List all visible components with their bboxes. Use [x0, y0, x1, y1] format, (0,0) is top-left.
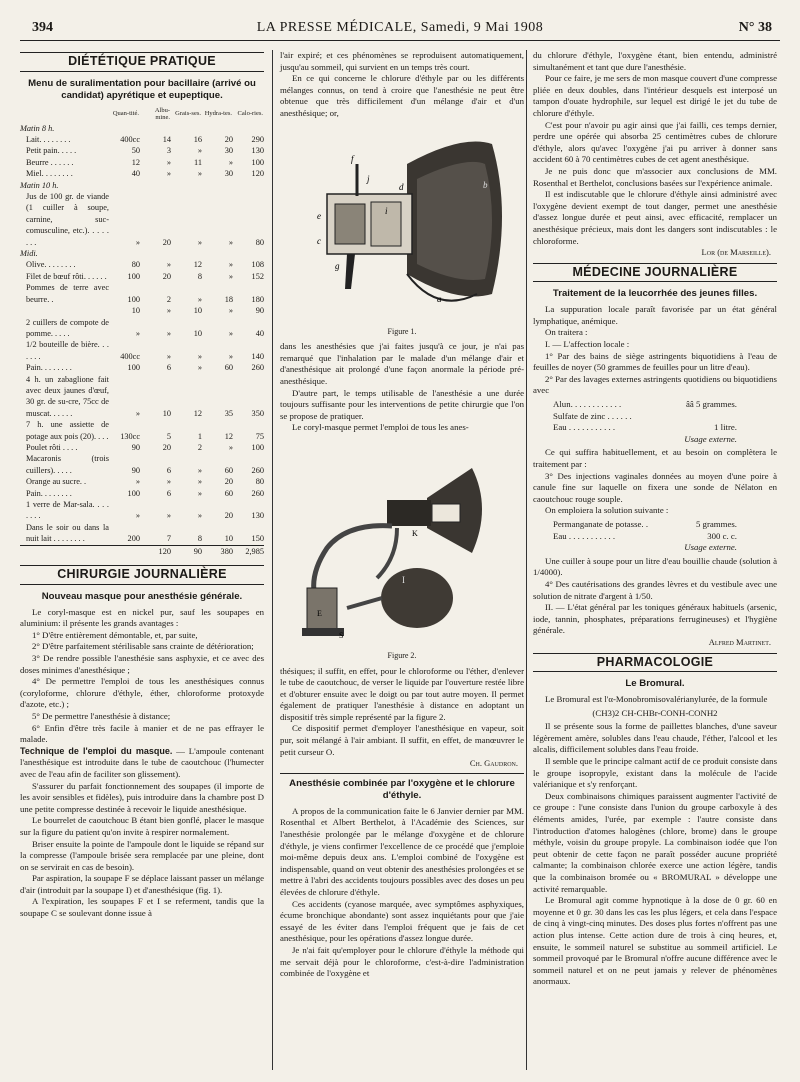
figure-label: E: [317, 608, 322, 618]
paragraph: En ce qui concerne le chlorure d'éthyle par ou les différents mélanges connus, on tend à croire que l'anesthésie ne peut être obtenue que très difficilement d'un mélange d'air et d'un anesthésique; or,: [280, 73, 524, 118]
nutrient-value: 260: [251, 488, 264, 498]
rx-ingredient: Sulfate de zinc . . . . . .: [553, 410, 632, 421]
figure-label: a: [437, 293, 442, 304]
figure-2: [280, 438, 524, 662]
nutrient-value: »: [166, 306, 171, 316]
nutrient-value: 150: [251, 534, 264, 544]
nutrient-value: 35: [224, 408, 233, 418]
diet-table: [20, 106, 264, 557]
mask-cutaway-illustration: [287, 124, 517, 324]
nutrient-value: 8: [197, 534, 202, 544]
rx-ingredient: Permanganate de potasse. .: [553, 518, 649, 529]
table-row: [20, 419, 264, 442]
nutrient-value: »: [135, 477, 140, 487]
nutrient-value: 80: [255, 237, 264, 247]
food-label: 2 cuillers de compote de pomme. . . . .: [26, 317, 109, 338]
section-heading-medecine: MÉDECINE JOURNALIÈRE: [533, 263, 777, 283]
nutrient-value: 90: [131, 465, 140, 475]
figure-label: b: [483, 179, 488, 190]
nutrient-value: 400cc: [120, 135, 140, 144]
nutrient-value: 380: [202, 545, 233, 557]
paragraph: C'est pour n'avoir pu agir ainsi que j'ai failli, ces temps dernier, perdre une opérée qui absorba 25 centimètres cubes de chlorure d'éthyle, alors qu'avec l'oxygène j'ai pu arriver à donner sans accident 60 à 70 centimètres cubes de cet agent anesthésique.: [533, 119, 777, 165]
figure-label: d: [399, 181, 404, 192]
nutrient-value: 12: [224, 431, 233, 441]
nutrient-value: 20: [224, 477, 233, 487]
table-row: [20, 453, 264, 476]
nutrient-value: 8: [197, 271, 202, 281]
food-label: Pain. . . . . . . .: [26, 363, 72, 373]
nutrient-value: »: [166, 511, 171, 521]
food-label: Lait. . . . . . . .: [26, 135, 71, 144]
table-row: [20, 191, 264, 248]
figure-label: i: [385, 205, 388, 216]
nutrient-value: 260: [251, 363, 264, 373]
table-row: [20, 522, 264, 545]
author-signature: Alfred Martinet.: [708, 636, 771, 647]
food-label: Jus de 100 gr. de viande (1 cuiller à soupe, carnine, suc-comusculine, etc.). . . . . . . .: [26, 192, 109, 247]
food-label: 1/2 bouteille de bière. . . . . . .: [26, 340, 109, 361]
table-row: [20, 488, 264, 499]
article-title-leucorrhee: Traitement de la leucorrhée des jeunes filles.: [552, 288, 758, 300]
paragraph: Le coryl-masque est en nickel pur, sauf les soupapes en aluminium: il présente les grands avantages :: [20, 606, 264, 629]
paragraph: Je ne puis donc que m'associer aux conclusions de MM. Rosenthal et Berthelot, conclusions basées sur l'expérience animale.: [533, 165, 777, 188]
nutrient-value: 400cc: [120, 351, 140, 361]
nutrient-value: 180: [251, 294, 264, 304]
paragraph: dans les anesthésies que j'ai faites jusqu'à ce jour, je n'ai pas remarqué que l'inhalation par le malade d'un mélange d'air et d'anesthésique ait prolongé d'une façon anormale la période pré-anesthésique.: [280, 341, 524, 386]
nutrient-value: 20: [162, 442, 171, 452]
chemical-formula: (CH3)2 CH-CHBr-CONH-CONH2: [592, 707, 718, 718]
table-row: [20, 499, 264, 522]
section-heading-dietetique: DIÉTÉTIQUE PRATIQUE: [20, 52, 264, 72]
nutrient-value: 2,985: [233, 545, 264, 557]
nutrient-value: 152: [251, 271, 264, 281]
nutrient-value: 20: [224, 511, 233, 521]
nutrient-value: »: [197, 237, 202, 247]
nutrient-value: 75: [255, 431, 264, 441]
nutrient-value: »: [135, 237, 140, 247]
prescription-1: [553, 399, 777, 445]
section-heading-pharmacologie: PHARMACOLOGIE: [533, 653, 777, 673]
page-header: [20, 20, 780, 41]
nutrient-value: »: [135, 328, 140, 338]
article-title-oxygene: Anesthésie combinée par l'oxygène et le chlorure d'éthyle.: [289, 777, 515, 801]
food-label: Matin 10 h.: [20, 180, 59, 190]
paragraph: 4° Des cautérisations des grandes lèvres et du vestibule avec une solution de nitrate d'argent à 1/50.: [533, 578, 777, 601]
nutrient-value: 6: [166, 363, 171, 373]
table-row: [20, 157, 264, 168]
nutrient-value: 20: [224, 135, 233, 144]
table-row: [20, 271, 264, 282]
food-label: Dans le soir ou dans la nuit lait . . . . . . . .: [26, 522, 109, 544]
col-header: Hydra-tes.: [204, 110, 232, 118]
nutrient-value: 100: [251, 157, 264, 167]
nutrient-value: »: [197, 146, 202, 156]
nutrient-value: 12: [193, 260, 202, 270]
nutrient-value: 60: [224, 488, 233, 498]
paragraph: Il semble que le principe calmant actif de ce produit consiste dans le groupe isopropyle, existant dans la molécule de l'acide valérianique et s'y renforçant.: [533, 756, 777, 790]
distance-anesthesia-device-illustration: [287, 438, 517, 648]
author-signature: Lor (de Marseille).: [701, 247, 771, 258]
table-row: [20, 476, 264, 487]
paragraph: Pour ce faire, je me sers de mon masque couvert d'une compresse pliée en deux doubles, dans l'intérieur desquels est interposé un tampon d'ouate hydrophile, sur lequel est dirigé le jet du tube de chlorure d'éthyle.: [533, 73, 777, 118]
nutrient-value: 90: [131, 442, 140, 452]
paragraph: La suppuration locale paraît favorisée par un état général lymphatique, anémique.: [533, 304, 777, 326]
column-3: [533, 50, 777, 988]
nutrient-value: [109, 545, 140, 557]
nutrient-value: 350: [251, 408, 264, 418]
nutrient-value: »: [166, 169, 171, 179]
col-header: Calo-ries.: [237, 110, 263, 118]
paragraph: 3° Des injections vaginales données au moyen d'une poire à canule fine sur laquelle on fixera une sonde de Nélaton en caoutchouc rouge souple.: [533, 470, 777, 504]
table-row: [20, 374, 264, 420]
paragraph: D'autre part, le temps utilisable de l'anesthésie a une durée toujours suffisante pour les interventions de petite chirurgie que l'on se propose de pratiquer.: [280, 387, 524, 421]
paragraph: — L'ampoule contenant l'anesthésique est introduite dans le tube de caoutchouc (l'humecter avec de l'eau afin de faciliter son glissement).: [20, 745, 264, 779]
paragraph: Le coryl-masque permet l'emploi de tous les anes-: [292, 422, 469, 433]
food-label: 4 h. un zabaglione fait avec deux jaunes d'œuf, 30 gr. de su-cre, 75cc de muscat. . . . . .: [26, 374, 109, 418]
figure-label: K: [412, 528, 418, 538]
nutrient-value: »: [228, 306, 233, 316]
nutrient-value: »: [166, 328, 171, 338]
list-item: 6° Enfin d'être très facile à manier et de ne pas effrayer le malade.: [20, 722, 264, 745]
nutrient-value: »: [228, 442, 233, 452]
food-label: Beurre . . . . . .: [26, 157, 74, 167]
nutrient-value: »: [197, 465, 202, 475]
food-label: Pain. . . . . . . .: [26, 488, 72, 498]
nutrient-value: 6: [166, 465, 171, 475]
paragraph: du chlorure d'éthyle, l'oxygène étant, bien entendu, administré simultanément et tant que dure l'anesthésie.: [533, 50, 777, 72]
total-row: [20, 545, 264, 557]
nutrient-value: 3: [166, 146, 171, 156]
nutrient-value: 10: [193, 306, 202, 316]
nutrient-value: 7: [166, 534, 171, 544]
paragraph: Il est indiscutable que le chlorure d'éthyle ainsi administré avec l'oxygène devient exempt de tout danger, permet une anesthésie d'assez longue durée et peut ainsi, avec efficacité, remplacer un anesthésique précieux, mais dont les dangers sont indiscutables : le chloroforme.: [533, 189, 777, 246]
paragraph: 2° Par des lavages externes astringents quotidiens ou biquotidiens avec: [533, 373, 777, 396]
food-label: Midi.: [20, 249, 38, 259]
food-label: Matin 8 h.: [20, 123, 55, 133]
nutrient-value: 16: [193, 135, 202, 144]
nutrient-value: 12: [131, 157, 140, 167]
author-signature: Ch. Gaudron.: [469, 758, 518, 769]
nutrient-value: »: [228, 237, 233, 247]
nutrient-value: »: [166, 260, 171, 270]
nutrient-value: »: [197, 477, 202, 487]
nutrient-value: 10: [193, 328, 202, 338]
prescription-2: [553, 519, 777, 554]
nutrient-value: 10: [162, 408, 171, 418]
nutrient-value: »: [197, 363, 202, 373]
nutrient-value: 80: [131, 260, 140, 270]
nutrient-value: 14: [162, 135, 171, 144]
food-label: Filet de bœuf rôti. . . . . .: [26, 271, 107, 281]
nutrient-value: »: [135, 511, 140, 521]
figure-label: j: [367, 173, 370, 184]
column-divider: [526, 50, 527, 1070]
nutrient-value: 40: [255, 328, 264, 338]
col-header: Albu-mine.: [154, 106, 170, 121]
paragraph: Une cuiller à soupe pour un litre d'eau bouillie chaude (solution à 1/4000).: [533, 555, 777, 578]
figure-caption: Figure 1.: [387, 326, 417, 336]
issue-number: N° 38: [738, 20, 772, 35]
rx-ingredient: Eau . . . . . . . . . . .: [553, 530, 616, 541]
nutrient-value: 60: [224, 465, 233, 475]
nutrient-value: 20: [162, 271, 171, 281]
list-item: 3° De rendre possible l'anesthésie sans asphyxie, et ce avec des doses minimes d'anesthésique ;: [20, 653, 264, 675]
figure-label: f: [351, 153, 354, 164]
paragraph: On emploiera la solution suivante :: [545, 505, 669, 516]
column-2: [280, 50, 524, 980]
paragraph: Le Bromural est l'α-Monobromisovalérianylurée, de la formule: [545, 694, 768, 705]
nutrient-value: 60: [224, 363, 233, 373]
nutrient-value: 130cc: [120, 431, 140, 441]
nutrient-value: 10: [131, 306, 140, 316]
table-row: [20, 282, 264, 305]
figure-label: I: [402, 574, 405, 585]
nutrient-value: »: [166, 477, 171, 487]
paragraph: 1° Par des bains de siège astringents biquotidiens à l'eau de feuilles de noyer (50 grammes de feuilles pour un litre d'eau).: [533, 350, 777, 373]
nutrient-value: 50: [131, 146, 140, 156]
food-label: [20, 305, 109, 316]
nutrient-value: 30: [224, 146, 233, 156]
paragraph: Ce qui suffira habituellement, et au besoin on complètera le traitement par :: [533, 447, 777, 469]
nutrient-value: »: [228, 271, 233, 281]
rx-ingredient: Eau . . . . . . . . . . .: [553, 422, 616, 433]
table-row: [20, 259, 264, 270]
paragraph: II. — L'état général par les toniques généraux habituels (arsenic, iode, tannin, phosphates, préparations ferrugineuses) et l'hygiène générale.: [533, 602, 777, 636]
food-label: Macaronis (trois cuillers). . . . .: [26, 454, 109, 475]
nutrient-value: 100: [127, 294, 140, 304]
table-row: [20, 305, 264, 316]
table-row: [20, 362, 264, 373]
nutrient-value: 108: [251, 260, 264, 270]
paragraph: l'air expiré; et ces phénomènes se reproduisent automatiquement, jusqu'au sommeil, qui survient en un temps très court.: [280, 50, 524, 72]
list-item: 5° De permettre l'anesthésie à distance;: [32, 710, 171, 721]
paragraph: On traitera :: [545, 327, 588, 338]
figure-1: [280, 124, 524, 338]
table-row: [20, 317, 264, 340]
diet-table-body: [20, 123, 264, 557]
nutrient-value: »: [228, 157, 233, 167]
nutrient-value: 12: [193, 408, 202, 418]
nutrient-value: »: [197, 511, 202, 521]
food-label: Petit pain. . . . .: [26, 146, 77, 156]
meal-heading-row: [20, 180, 264, 191]
nutrient-value: 2: [166, 294, 171, 304]
rx-dose: 5 grammes.: [695, 518, 737, 529]
nutrient-value: 200: [127, 534, 140, 544]
paragraph: Le Bromural agit comme hypnotique à la dose de 0 gr. 60 en moyenne et 0 gr. 30 dans les cas les plus légers, et cela dans l'espace de cinq à vingt-cinq minutes. Des doses plus fortes n'offrent pas une action plus intense. Cette action dure de trois à cinq heures, et, ensuite, le sommeil naturel se substitue au sommeil artificiel. Le sommeil provoqué par le Bromural n'offre aucune différence avec le sommeil naturel et on ne peut jamais y relever de phénomènes anormaux.: [533, 895, 777, 987]
nutrient-value: »: [197, 294, 202, 304]
nutrient-value: 290: [251, 135, 264, 144]
paragraph: Le bourrelet de caoutchouc B étant bien gonflé, placer le masque sur la figure du patient qu'on invite à respirer normalement.: [20, 815, 264, 837]
paragraph: Il se présente sous la forme de paillettes blanches, d'une saveur légèrement amère, solubles dans l'eau chaude, l'éther, l'alcool et les alcalis, difficilement solubles dans l'eau froide.: [533, 721, 777, 755]
masthead-title: LA PRESSE MÉDICALE, Samedi, 9 Mai 1908: [256, 20, 544, 35]
paragraph: Je n'ai fait qu'employer pour le chlorure d'éthyle la méthode qui me servait déjà pour le chloroforme, c'est-à-dire l'administration combinée de l'oxygène et: [280, 944, 524, 979]
food-label: Miel. . . . . . . .: [26, 169, 73, 179]
meal-heading-row: [20, 248, 264, 259]
list-item: 2° D'être parfaitement stérilisable sans crainte de détérioration;: [32, 641, 254, 652]
paragraph: Deux combinaisons chimiques paraissent augmenter l'activité de ce groupe : l'une consiste dans l'union du groupe carboxyle à des éléments amides, l'urée, par exemple : l'autre consiste dans l'introduction d'atomes halogènes (chlore, brome) dans le groupe méthyle, voisin du groupe propyle. La combinaison iodée que l'on peut obtenir de cette façon ne paraît posséder aucune propriété calmante; la combinaison chlorée exerce une action légère, tandis que la combinaison bromée ou « BROMURAL » développe une activité remarquable.: [533, 790, 777, 894]
nutrient-value: 18: [224, 294, 233, 304]
paragraph: S'assurer du parfait fonctionnement des soupapes (il importe de les avoir sensibles et fidèles), puis introduire dans la chambre post D une petite compresse destinée à recevoir le liquide anesthésique.: [20, 780, 264, 814]
food-label: 7 h. une assiette de potage aux pois (20). . . .: [26, 420, 109, 441]
nutrient-value: »: [197, 351, 202, 361]
nutrient-value: 30: [224, 169, 233, 179]
nutrient-value: »: [166, 351, 171, 361]
subheading: I. — L'affection locale :: [545, 339, 630, 350]
nutrient-value: 11: [194, 157, 202, 167]
figure-caption: Figure 2.: [387, 650, 417, 660]
paragraph: Ce dispositif permet d'employer l'anesthésique en vapeur, soit pur, soit mélangé à l'air ambiant. Il suffit, en effet, de manœuvrer le petit curseur O.: [280, 723, 524, 757]
table-row: [20, 134, 264, 145]
table-row: [20, 145, 264, 156]
food-label: [20, 545, 109, 557]
figure-label: S: [339, 630, 344, 640]
nutrient-value: »: [166, 157, 171, 167]
nutrient-value: 100: [251, 442, 264, 452]
nutrient-value: 40: [131, 169, 140, 179]
nutrient-value: 2: [197, 442, 202, 452]
usage-note: Usage externe.: [684, 433, 737, 444]
food-label: Poulet rôti . . . .: [26, 442, 78, 452]
rx-dose: ââ 5 grammes.: [685, 399, 737, 410]
paragraph: Briser ensuite la pointe de l'ampoule dont le liquide se répand sur la compresse (l'ampoule brisée sera remplacée par une pleine, dont on se servirait en cas de besoin).: [20, 838, 264, 872]
nutrient-value: 100: [127, 271, 140, 281]
nutrient-value: 100: [127, 488, 140, 498]
divider: [280, 773, 524, 774]
nutrient-value: 120: [251, 169, 264, 179]
figure-label: g: [335, 260, 340, 271]
col-header: Grais-ses.: [175, 110, 201, 118]
nutrient-value: 6: [166, 488, 171, 498]
paragraph: A propos de la communication faite le 6 Janvier dernier par MM. Rosenthal et Albert Berthelot, à l'Académie des Sciences, sur l'anesthésie prolongée par le mélange d'oxygène et de chlorure d'éthyle, je viens confirmer l'excellence de ce procédé que j'emploie moi-même depuis deux ans. L'emploi combiné de l'oxygène est indispensable, quand on veut obtenir des anesthésies prolongées et se mettre à l'abri des accidents toujours possibles avec des doses un peu élevées de chlorure d'éthyle.: [280, 805, 524, 897]
nutrient-value: 260: [251, 465, 264, 475]
section-heading-chirurgie: CHIRURGIE JOURNALIÈRE: [20, 565, 264, 585]
rx-dose: 300 c. c.: [707, 530, 737, 541]
table-row: [20, 339, 264, 362]
nutrient-value: »: [228, 351, 233, 361]
nutrient-value: »: [228, 328, 233, 338]
column-1: [20, 50, 264, 920]
nutrient-value: »: [228, 260, 233, 270]
nutrient-value: 80: [255, 477, 264, 487]
food-label: Pommes de terre avec beurre. .: [26, 283, 109, 304]
paragraph: thésiques; il suffit, en effet, pour le chloroforme ou l'éther, d'enlever le tube de caoutchouc, de verser le liquide par l'ouverture restée libre et d'obturer ensuite avec le doigt ou par tout autre moyen. Il permet également de pratiquer l'anesthésie à distance en adoptant un dispositif très simple représenté par la figure 2.: [280, 665, 524, 722]
paragraph: Ces accidents (cyanose marquée, avec symptômes asphyxiques, écume bronchique abondante) sont assez inquiétants pour que j'aie essayé de les éviter dans l'emploi fréquent que je fais de cet anesthésique, pour les opérations d'assez longue durée.: [280, 898, 524, 944]
nutrient-value: 10: [224, 534, 233, 544]
nutrient-value: 100: [127, 363, 140, 373]
nutrient-value: 120: [140, 545, 171, 557]
figure-label: c: [317, 235, 321, 246]
usage-note: Usage externe.: [684, 542, 737, 553]
nutrient-value: 20: [162, 237, 171, 247]
article-title-bromural: Le Bromural.: [625, 678, 685, 690]
nutrient-value: »: [135, 408, 140, 418]
technique-heading: Technique de l'emploi du masque.: [20, 745, 173, 756]
nutrient-value: 140: [251, 351, 264, 361]
page-number: 394: [32, 20, 53, 35]
rx-ingredient: Alun. . . . . . . . . . . .: [553, 399, 622, 410]
rx-dose: 1 litre.: [714, 422, 737, 433]
nutrient-value: 130: [251, 511, 264, 521]
menu-title: Menu de suralimentation pour bacillaire (arrivé ou candidat) apyrétique et eupeptique.: [28, 77, 256, 101]
nutrient-value: 90: [255, 306, 264, 316]
table-row: [20, 442, 264, 453]
paragraph: Par aspiration, la soupape F se déplace laissant passer un mélange d'air (introduit par la soupape I) et d'anesthésique (fig. 1).: [20, 873, 264, 895]
table-row: [20, 168, 264, 179]
nutrient-value: 1: [197, 431, 202, 441]
meal-heading-row: [20, 123, 264, 134]
col-header: Quan-tité.: [112, 110, 139, 118]
list-item: 1° D'être entièrement démontable, et, par suite,: [32, 629, 198, 640]
nutrient-value: 90: [171, 545, 202, 557]
list-item: 4° De permettre l'emploi de tous les anesthésiques connus (coryloforme, chlorure d'éthyle, éther, chloroforme protoxyde d'azote, etc.) ;: [20, 676, 264, 710]
nutrient-value: »: [197, 488, 202, 498]
nutrient-value: 5: [166, 431, 171, 441]
nutrient-value: 130: [251, 146, 264, 156]
paragraph: A l'expiration, les soupapes F et I se referment, tandis que la soupape C se soulevant donne issue à: [20, 896, 264, 919]
food-label: 1 verre de Mar-sala. . . . . . . .: [26, 500, 109, 521]
nutrient-value: »: [197, 169, 202, 179]
food-label: Olive. . . . . . . .: [26, 260, 76, 270]
figure-label: e: [317, 210, 321, 221]
article-title-masque: Nouveau masque pour anesthésie générale.: [41, 590, 243, 602]
food-label: Orange au sucre. .: [26, 477, 87, 487]
column-divider: [272, 50, 273, 1070]
